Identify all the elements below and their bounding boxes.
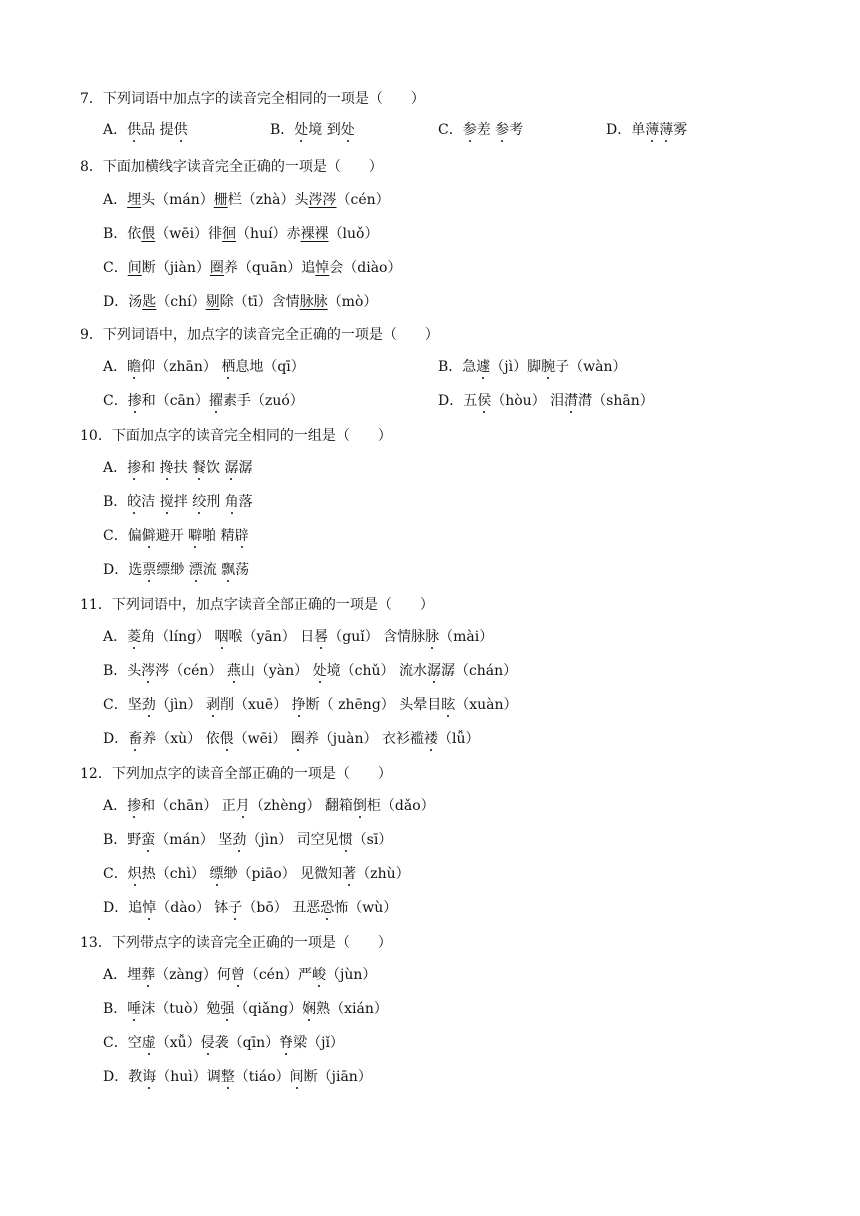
option-text: （jìn） xyxy=(155,697,207,713)
option-text: 削（xuē） xyxy=(220,697,292,713)
dotted-char: 飘 xyxy=(221,562,236,578)
option-text: D．教 xyxy=(103,1069,143,1085)
option-text: （cén） xyxy=(336,192,390,208)
option-text: A． xyxy=(103,798,128,814)
dotted-char: 倒 xyxy=(352,798,367,814)
option-text: 和（cān） xyxy=(141,393,209,409)
underlined-char: 埋 xyxy=(127,192,142,208)
dotted-char: 腕 xyxy=(541,359,556,375)
option-text: （dào） 钵 xyxy=(156,900,229,916)
option-text: （hòu） 泪 xyxy=(491,393,565,409)
option-text: 断（jiàn） xyxy=(141,260,210,276)
q10-option-a[interactable] xyxy=(103,459,252,477)
dotted-char: 蛮 xyxy=(141,832,156,848)
dotted-char: 葬 xyxy=(141,967,156,983)
underlined-char: 脉脉 xyxy=(299,294,328,310)
option-text: B．头 xyxy=(103,663,142,679)
underlined-char: 涔涔 xyxy=(308,192,337,208)
option-text: （wēi）徘 xyxy=(155,226,223,242)
option-text: （huí）赤 xyxy=(236,226,301,242)
q12-option-d[interactable] xyxy=(103,899,397,917)
dotted-char: 虚 xyxy=(141,1035,156,1051)
option-text: （mò） xyxy=(327,294,378,310)
q8-option-d[interactable] xyxy=(103,293,377,311)
option-text: （wēi） xyxy=(233,731,291,747)
question-13-stem: 13．下列带点字的读音完全正确的一项是（ ） xyxy=(80,935,392,951)
dotted-char: 惯 xyxy=(338,832,353,848)
dotted-char: 娴 xyxy=(302,1001,317,1017)
option-text: 品 提 xyxy=(141,122,174,138)
option-text: C． xyxy=(103,260,128,276)
option-text: （chí） xyxy=(156,294,206,310)
option-text: 洁 xyxy=(141,494,160,510)
option-text: 素手（zuó） xyxy=(222,393,304,409)
dotted-char: 擢 xyxy=(208,393,223,409)
dotted-char: 间 xyxy=(289,1069,304,1085)
question-11-stem: 11．下列词语中，加点字读音全部正确的一项是（ ） xyxy=(80,597,434,613)
option-text: （zhèng） 翻箱 xyxy=(249,798,353,814)
option-text: B．野 xyxy=(103,832,142,848)
option-text: C． xyxy=(438,122,463,138)
option-text: C．空 xyxy=(103,1035,142,1051)
underlined-char: 圈 xyxy=(209,260,224,276)
option-text: （tiáo） xyxy=(234,1069,290,1085)
option-text: B． xyxy=(270,122,295,138)
dotted-char: 剥 xyxy=(206,697,221,713)
dotted-char: 餐 xyxy=(192,460,207,476)
option-text: 养（xù） 依 xyxy=(142,731,220,747)
dotted-char: 掺 xyxy=(127,460,142,476)
q13-option-a[interactable] xyxy=(103,966,376,984)
option-text: （sī） xyxy=(352,832,393,848)
option-text: （cén）严 xyxy=(244,967,312,983)
dotted-char: 悼 xyxy=(142,900,157,916)
option-text: （guǐ） 含情脉 xyxy=(328,629,426,645)
q12-option-b[interactable] xyxy=(103,831,392,849)
option-text: B． xyxy=(103,1001,128,1017)
dotted-char: 脉 xyxy=(425,629,440,645)
option-text: D．选 xyxy=(103,562,143,578)
option-text: 和（chān） 正 xyxy=(141,798,236,814)
dotted-char: 子 xyxy=(228,900,243,916)
option-text: B．急 xyxy=(438,359,477,375)
option-text: 流 xyxy=(202,562,222,578)
option-text: 养（quān）追 xyxy=(223,260,316,276)
dotted-char: 潺 xyxy=(224,460,239,476)
dotted-char: 唾 xyxy=(127,1001,142,1017)
dotted-char: 挣 xyxy=(291,697,306,713)
dotted-char: 僻 xyxy=(141,528,156,544)
dotted-char: 涔 xyxy=(141,663,156,679)
option-text: 山（yàn） xyxy=(240,663,313,679)
dotted-char: 潸 xyxy=(564,393,579,409)
option-text: 啪 精 xyxy=(202,528,235,544)
q10-option-c[interactable] xyxy=(103,527,249,545)
underlined-char: 偎 xyxy=(141,226,156,242)
q13-option-b[interactable] xyxy=(103,1000,388,1018)
option-text: 除（tī）含情 xyxy=(219,294,300,310)
dotted-char: 整 xyxy=(220,1069,235,1085)
question-10-stem: 10．下面加点字的读音完全相同的一组是（ ） xyxy=(80,428,392,444)
q7-option-d[interactable] xyxy=(606,121,687,139)
option-text: （mán） 坚 xyxy=(155,832,233,848)
option-text: B．依 xyxy=(103,226,142,242)
dotted-char: 漂 xyxy=(188,562,203,578)
dotted-char: 晷 xyxy=(314,629,329,645)
q8-option-a[interactable] xyxy=(103,191,390,209)
dotted-char: 峻 xyxy=(311,967,326,983)
option-text: 喉（yān） 日 xyxy=(228,629,315,645)
option-text: 柜（dǎo） xyxy=(366,798,435,814)
underlined-char: 悼 xyxy=(315,260,330,276)
option-text: 头（mán） xyxy=(141,192,214,208)
dotted-char: 诲 xyxy=(142,1069,157,1085)
dotted-char: 供 xyxy=(173,122,188,138)
option-text: （zàng）何 xyxy=(155,967,231,983)
dotted-char: 栖 xyxy=(221,359,236,375)
dotted-char: 参 xyxy=(462,122,477,138)
dotted-char: 圈 xyxy=(290,731,305,747)
option-text: （luǒ） xyxy=(328,226,379,242)
option-text: 子（wàn） xyxy=(555,359,627,375)
dotted-char: 缥 xyxy=(209,866,224,882)
q8-option-c[interactable] xyxy=(103,259,401,277)
option-text: 荡 xyxy=(235,562,250,578)
option-text: D．汤 xyxy=(103,294,143,310)
underlined-char: 徊 xyxy=(222,226,237,242)
dotted-char: 月 xyxy=(235,798,250,814)
option-text: 避开 xyxy=(155,528,189,544)
dotted-char: 皎 xyxy=(127,494,142,510)
q13-option-d[interactable] xyxy=(103,1068,372,1086)
underlined-char: 匙 xyxy=(142,294,157,310)
dotted-char: 薄 xyxy=(645,122,660,138)
option-text: C． xyxy=(103,393,128,409)
q11-option-c[interactable] xyxy=(103,696,518,714)
option-text: 栏（zhà）头 xyxy=(227,192,309,208)
dotted-char: 遽 xyxy=(476,359,491,375)
option-text: 会（diào） xyxy=(329,260,402,276)
dotted-char: 供 xyxy=(127,122,142,138)
option-text: A． xyxy=(103,460,128,476)
option-text: 差 xyxy=(476,122,496,138)
option-text: 考 xyxy=(509,122,524,138)
dotted-char: 掺 xyxy=(127,393,142,409)
q10-option-b[interactable] xyxy=(103,493,253,511)
option-text: 缈（piāo） 见微知 xyxy=(223,866,343,882)
dotted-char: 参 xyxy=(495,122,510,138)
dotted-char: 眩 xyxy=(441,697,456,713)
option-text: 断（ zhēng） 头晕目 xyxy=(305,697,442,713)
dotted-char: 掺 xyxy=(127,798,142,814)
dotted-char: 搀 xyxy=(159,460,174,476)
dotted-char: 处 xyxy=(294,122,309,138)
option-text: D．单 xyxy=(606,122,646,138)
option-text: 潺 xyxy=(238,460,253,476)
option-text: 境（chǔ） 流水 xyxy=(326,663,427,679)
option-text: （jùn） xyxy=(325,967,377,983)
q11-option-b[interactable] xyxy=(103,662,517,680)
option-text: （huì）调 xyxy=(156,1069,221,1085)
dotted-char: 票 xyxy=(142,562,157,578)
underlined-char: 剔 xyxy=(205,294,220,310)
option-text: 落 xyxy=(238,494,253,510)
option-text: （zhù） xyxy=(356,866,410,882)
q12-option-c[interactable] xyxy=(103,865,410,883)
underlined-char: 间 xyxy=(127,260,142,276)
option-text: 潺（chán） xyxy=(440,663,518,679)
option-text: 涔（cén） xyxy=(155,663,227,679)
dotted-char: 绞 xyxy=(192,494,207,510)
q9-option-b[interactable] xyxy=(438,358,626,376)
dotted-char: 侯 xyxy=(477,393,492,409)
option-text: 沫（tuò）勉 xyxy=(141,1001,221,1017)
q9-option-d[interactable] xyxy=(438,392,654,410)
underlined-char: 栅 xyxy=(213,192,228,208)
dotted-char: 燕 xyxy=(226,663,241,679)
dotted-char: 炽 xyxy=(127,866,142,882)
dotted-char: 菱 xyxy=(127,629,142,645)
q7-option-b[interactable] xyxy=(270,121,355,139)
option-text: A．埋 xyxy=(103,967,142,983)
underlined-char: 裸裸 xyxy=(300,226,329,242)
option-text: 扶 xyxy=(173,460,193,476)
dotted-char: 噼 xyxy=(188,528,203,544)
q8-option-b[interactable] xyxy=(103,225,379,243)
dotted-char: 搅 xyxy=(159,494,174,510)
option-text: （xǚ） xyxy=(155,1035,201,1051)
option-text: 缥缈 xyxy=(156,562,189,578)
dotted-char: 畜 xyxy=(128,731,143,747)
option-text: （qiǎng） xyxy=(234,1001,303,1017)
question-12-stem: 12．下列加点字的读音全部正确的一项是（ ） xyxy=(80,766,392,782)
dotted-char: 角 xyxy=(224,494,239,510)
option-text: D． xyxy=(103,731,129,747)
option-text: 怖（wù） xyxy=(334,900,398,916)
option-text: 和 xyxy=(141,460,160,476)
dotted-char: 强 xyxy=(220,1001,235,1017)
option-text: 角（líng） xyxy=(141,629,215,645)
q11-option-a[interactable] xyxy=(103,628,493,646)
option-text: 拌 xyxy=(173,494,193,510)
option-text: 断（jiān） xyxy=(303,1069,372,1085)
option-text: 刑 xyxy=(206,494,225,510)
option-text: B． xyxy=(103,494,128,510)
option-text: 热（chì） xyxy=(141,866,210,882)
dotted-char: 薄 xyxy=(659,122,674,138)
option-text: 梁（jǐ） xyxy=(293,1035,344,1051)
option-text: C．坚 xyxy=(103,697,142,713)
option-text: A． xyxy=(103,192,128,208)
option-text: 仰（zhān） xyxy=(141,359,222,375)
dotted-char: 曾 xyxy=(230,967,245,983)
q10-option-d[interactable] xyxy=(103,561,249,579)
question-8-stem: 8．下面加横线字读音完全正确的一项是（ ） xyxy=(80,159,383,175)
option-text: （xuàn） xyxy=(455,697,518,713)
option-text: 饮 xyxy=(206,460,225,476)
dotted-char: 褛 xyxy=(423,731,438,747)
option-text: （lǚ） xyxy=(437,731,480,747)
dotted-char: 著 xyxy=(342,866,357,882)
dotted-char: 恐 xyxy=(320,900,335,916)
dotted-char: 侵 xyxy=(200,1035,215,1051)
dotted-char: 处 xyxy=(312,663,327,679)
q11-option-d[interactable] xyxy=(103,730,479,748)
option-text: （jì）脚 xyxy=(490,359,542,375)
option-text: （mài） xyxy=(439,629,494,645)
dotted-char: 处 xyxy=(340,122,355,138)
dotted-char: 偎 xyxy=(219,731,234,747)
dotted-char: 劲 xyxy=(232,832,247,848)
option-text: 境 到 xyxy=(308,122,341,138)
dotted-char: 脊 xyxy=(279,1035,294,1051)
q7-option-a[interactable] xyxy=(103,121,188,139)
option-text: 息地（qī） xyxy=(235,359,305,375)
q7-option-c[interactable] xyxy=(438,121,523,139)
question-9-stem: 9．下列词语中，加点字的读音完全正确的一项是（ ） xyxy=(80,327,439,343)
option-text: 养（juàn） 衣衫褴 xyxy=(304,731,424,747)
option-text: C．偏 xyxy=(103,528,142,544)
option-text: A． xyxy=(103,122,128,138)
option-text: 潸（shān） xyxy=(578,393,654,409)
q13-option-c[interactable] xyxy=(103,1034,344,1052)
dotted-char: 劲 xyxy=(141,697,156,713)
option-text: 袭（qīn） xyxy=(214,1035,280,1051)
question-7-stem: 7．下列词语中加点字的读音完全相同的一项是（ ） xyxy=(80,91,425,107)
option-text: A． xyxy=(103,359,128,375)
option-text: D．追 xyxy=(103,900,143,916)
q9-option-a[interactable] xyxy=(103,358,305,376)
q12-option-a[interactable] xyxy=(103,797,435,815)
option-text: 雾 xyxy=(673,122,688,138)
dotted-char: 咽 xyxy=(214,629,229,645)
option-text: A． xyxy=(103,629,128,645)
dotted-char: 瞻 xyxy=(127,359,142,375)
option-text: （jìn） 司空见 xyxy=(246,832,339,848)
option-text: C． xyxy=(103,866,128,882)
dotted-char: 潺 xyxy=(426,663,441,679)
q9-option-c[interactable] xyxy=(103,392,304,410)
option-text: 熟（xián） xyxy=(316,1001,388,1017)
option-text: （bō） 丑恶 xyxy=(242,900,321,916)
dotted-char: 辟 xyxy=(234,528,249,544)
option-text: D．五 xyxy=(438,393,478,409)
